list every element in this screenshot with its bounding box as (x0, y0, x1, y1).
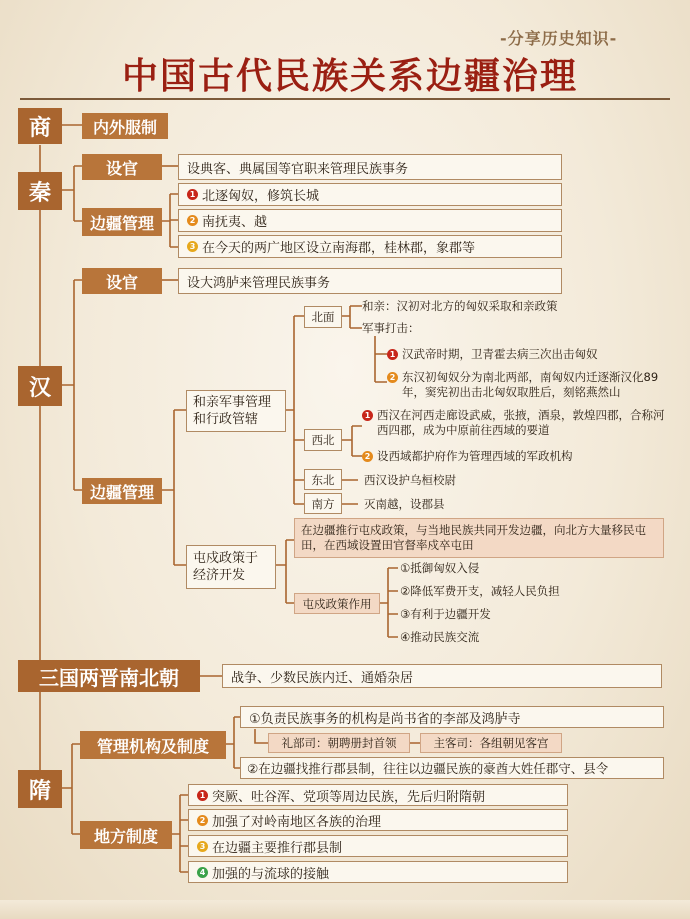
han-north-label: 北面 (304, 306, 342, 328)
qin-border-label: 边疆管理 (82, 208, 162, 236)
dynasty-sui-label: 隋 (18, 770, 62, 808)
han-north-item-2: 2 东汉初匈奴分为南北两部，南匈奴内迁逐渐汉化89年，窦宪初出击北匈奴取胜后，刻铭燕然山 (387, 370, 669, 400)
han-tuntian-effect-2: ②降低军费开支，减轻人民负担 (400, 584, 560, 598)
bottom-edge (0, 900, 690, 919)
han-office-label: 设官 (82, 268, 162, 294)
number-3-icon: 3 (187, 241, 198, 252)
han-tuntian-effect-label: 屯戍政策作用 (294, 593, 380, 614)
sui-org-item-2: ②在边疆找推行郡县制，往往以边疆民族的豪酋大姓任郡守、县令 (240, 757, 664, 779)
sui-org-sub-2: 主客司：各组朝见客宫 (420, 733, 562, 753)
number-4-icon: 4 (197, 867, 208, 878)
han-northeast-text: 西汉设护乌桓校尉 (364, 473, 456, 487)
han-tuntian-text: 在边疆推行屯戍政策，与当地民族共同开发边疆，向北方大量移民屯田，在西域设置田官督率戍卒屯田 (294, 518, 664, 558)
number-1-icon: 1 (387, 349, 398, 360)
han-office-text: 设大鸿胪来管理民族事务 (178, 268, 562, 294)
qin-border-item-3: 3 在今天的两广地区设立南海郡，桂林郡，象郡等 (178, 235, 562, 258)
han-north-military: 军事打击： (362, 321, 420, 335)
dynasty-sanguo-label: 三国两晋南北朝 (18, 660, 200, 692)
number-2-icon: 2 (362, 451, 373, 462)
sui-org-sub-1: 礼部司：朝聘册封首领 (268, 733, 410, 753)
han-north-item-1: 1 汉武帝时期，卫青霍去病三次出击匈奴 (387, 347, 667, 362)
han-tuntian-effect-3: ③有利于边疆开发 (400, 607, 491, 621)
title-divider (20, 98, 670, 100)
han-heqin-box: 和亲军事管理和行政管辖 (186, 390, 286, 432)
han-south-label: 南方 (304, 493, 342, 514)
han-west-item-2: 2 设西域都护府作为管理西域的军政机构 (362, 449, 667, 464)
qin-office-label: 设官 (82, 154, 162, 180)
qin-border-item-1: 1 北逐匈奴，修筑长城 (178, 183, 562, 206)
sui-local-item-1: 1 突厥、吐谷浑、党项等周边民族，先后归附隋朝 (188, 784, 568, 806)
number-2-icon: 2 (197, 815, 208, 826)
sanguo-text: 战争、少数民族内迁、通婚杂居 (222, 664, 662, 688)
dynasty-shang-label: 商 (18, 108, 62, 144)
han-west-item-1: 1 西汉在河西走廊设武威，张掖，酒泉，敦煌四郡，合称河西四郡，成为中原前往西域的要道 (362, 408, 667, 438)
page-title: 中国古代民族关系边疆治理 (121, 55, 578, 97)
han-tuntian-effect-1: ①抵御匈奴入侵 (400, 561, 480, 575)
qin-office-text: 设典客、典属国等官职来管理民族事务 (178, 154, 562, 180)
number-3-icon: 3 (197, 841, 208, 852)
number-1-icon: 1 (197, 790, 208, 801)
subtitle: -分享历史知识- (500, 29, 618, 48)
number-2-icon: 2 (187, 215, 198, 226)
han-west-label: 西北 (304, 429, 342, 451)
han-tuntian-box: 屯戍政策于经济开发 (186, 545, 276, 589)
sui-local-item-2: 2 加强了对岭南地区各族的治理 (188, 809, 568, 831)
shang-system: 内外服制 (82, 113, 168, 139)
han-south-text: 灭南越，设郡县 (364, 497, 445, 511)
han-north-heqin: 和亲：汉初对北方的匈奴采取和亲政策 (362, 299, 558, 313)
sui-org-item-1: ①负责民族事务的机构是尚书省的李部及鸿胪寺 (240, 706, 664, 728)
number-1-icon: 1 (187, 189, 198, 200)
sui-local-item-3: 3 在边疆主要推行郡县制 (188, 835, 568, 857)
sui-local-label: 地方制度 (80, 821, 172, 849)
han-northeast-label: 东北 (304, 469, 342, 490)
dynasty-qin-label: 秦 (18, 172, 62, 210)
number-1-icon: 1 (362, 410, 373, 421)
sui-local-item-4: 4 加强的与流球的接触 (188, 861, 568, 883)
sui-org-label: 管理机构及制度 (80, 731, 226, 759)
number-2-icon: 2 (387, 372, 398, 383)
han-border-label: 边疆管理 (82, 478, 162, 504)
dynasty-han-label: 汉 (18, 366, 62, 406)
qin-border-item-2: 2 南抚夷、越 (178, 209, 562, 232)
han-tuntian-effect-4: ④推动民族交流 (400, 630, 480, 644)
